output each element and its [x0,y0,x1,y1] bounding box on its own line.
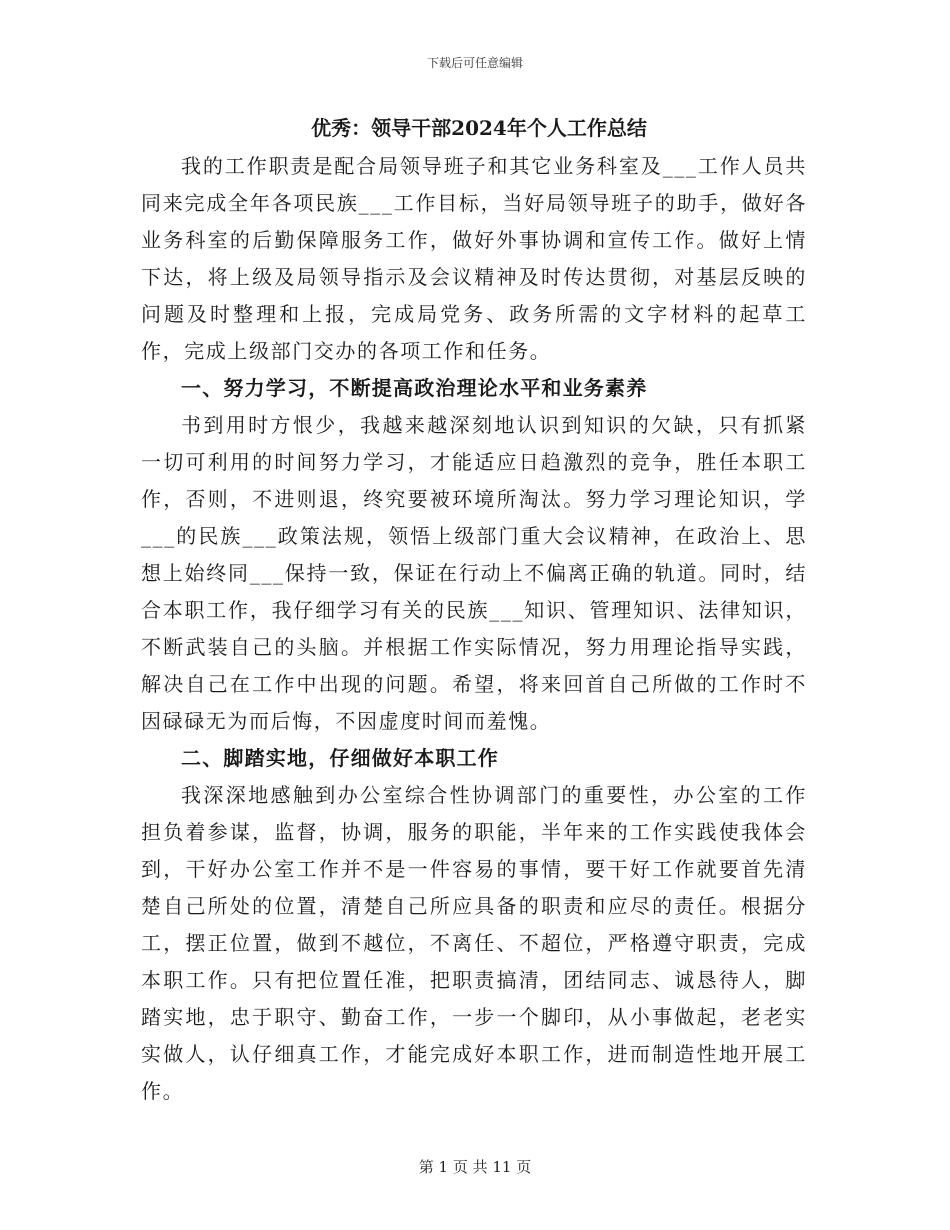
document-body [141,108,807,1110]
intro-paragraph: 我的工作职责是配合局领导班子和其它业务科室及___工作人员共同来完成全年各项民族___工作目标，当好局领导班子的助手，做好各业务科室的后勤保障服务工作，做好外事协调和宣传工作。做好上情下达，将上级及局领导指示及会议精神及时传达贯彻，对基层反映的问题及时整理和上报，完成局党务、政务所需的文字材料的起草工作，完成上级部门交办的各项工作和任务。 [141,154,807,363]
page-footer: 第 1 页 共 11 页 [418,1158,532,1176]
section-1-heading: 一、努力学习，不断提高政治理论水平和业务素养 [181,376,648,400]
section-2-heading: 二、脚踏实地，仔细做好本职工作 [181,746,499,770]
section-1-paragraph: 书到用时方恨少，我越来越深刻地认识到知识的欠缺，只有抓紧一切可利用的时间努力学习，才能适应日趋激烈的竞争，胜任本职工作，否则，不进则退，终究要被环境所淘汰。努力学习理论知识，学___的民族___政策法规，领悟上级部门重大会议精神，在政治上、思想上始终同___保持一致，保证在行动上不偏离正确的轨道。同时，结合本职工作，我仔细学习有关的民族___知识、管理知识、法律知识，不断武装自己的头脑。并根据工作实际情况，努力用理论指导实践，解决自己在工作中出现的问题。希望，将来回首自己所做的工作时不因碌碌无为而后悔，不因虚度时间而羞愧。 [141,413,807,733]
document-title: 优秀：领导干部2024年个人工作总结 [311,116,647,140]
section-2-paragraph: 我深深地感触到办公室综合性协调部门的重要性，办公室的工作担负着参谋，监督，协调，服务的职能，半年来的工作实践使我体会到，干好办公室工作并不是一件容易的事情，要干好工作就要首先清楚自己所处的位置，清楚自己所应具备的职责和应尽的责任。根据分工，摆正位置，做到不越位，不离任、不超位，严格遵守职责，完成本职工作。只有把位置任准，把职责搞清，团结同志、诚恳待人，脚踏实地，忠于职守、勤奋工作，一步一个脚印，从小事做起，老老实实做人，认仔细真工作，才能完成好本职工作，进而制造性地开展工作。 [141,783,807,1103]
header-note: 下载后可任意编辑 [426,56,523,70]
